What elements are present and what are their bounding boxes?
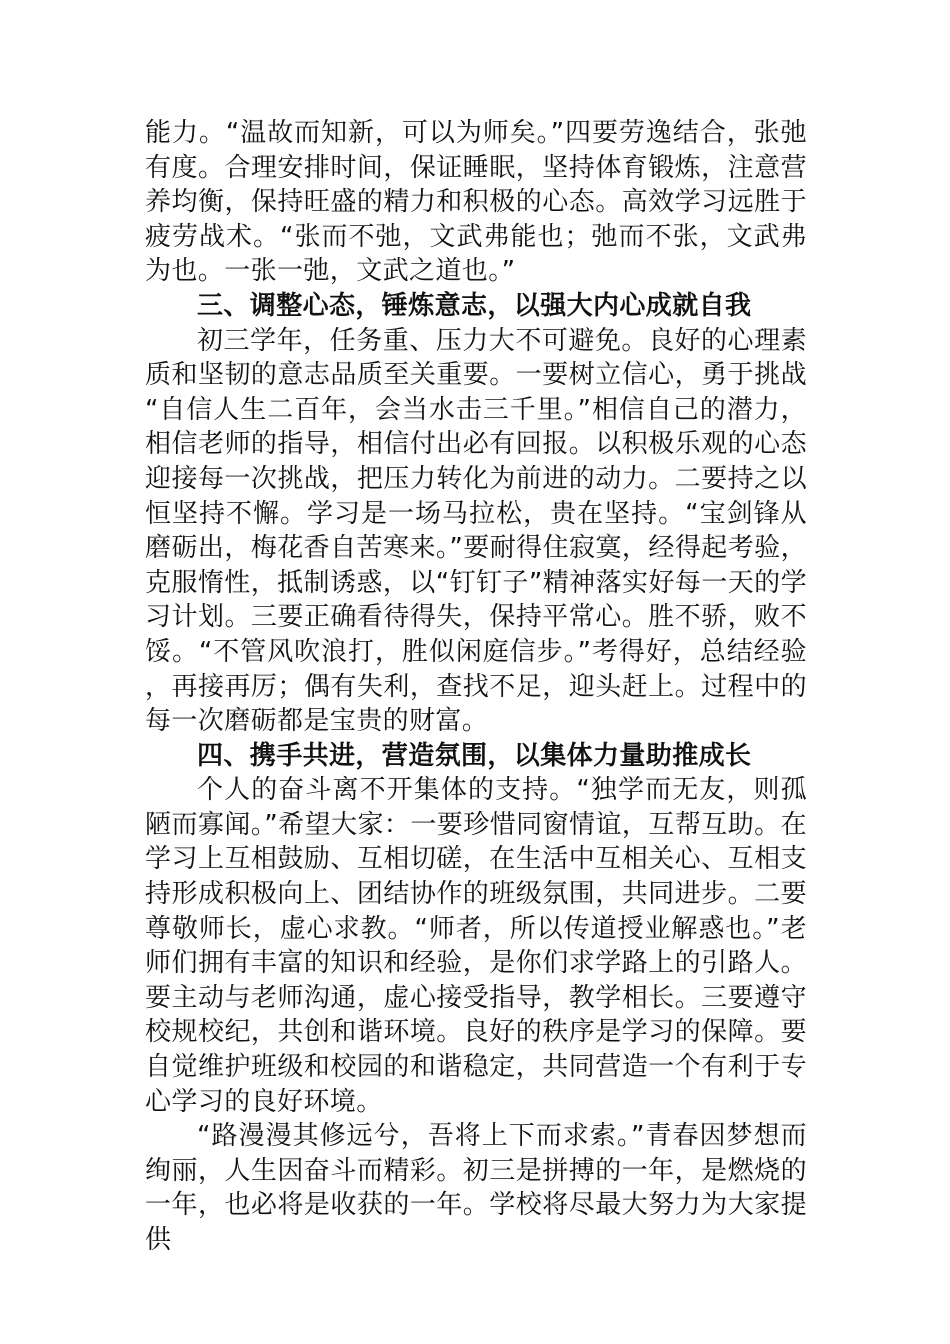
section-heading-4: 四、携手共进，营造氛围，以集体力量助推成长 — [197, 740, 752, 771]
section-heading-3: 三、调整心态，锤炼意志，以强大内心成就自我 — [197, 290, 752, 321]
paragraph-mindset: 初三学年，任务重、压力大不可避免。良好的心理素质和坚韧的意志品质至关重要。一要树立信心，勇于挑战“自信人生二百年，会当水击三千里。”相信自己的潜力，相信老师的指导，相信付出必有回报。以积极乐观的心态迎接每一次挑战，把压力转化为前进的动力。二要持之以恒坚持不懈。学习是一场马拉松，贵在坚持。“宝剑锋从磨砺出，梅花香自苦寒来。”要耐得住寂寞，经得起考验，克服惰性，抵制诱惑，以“钉钉子”精神落实好每一天的学习计划。三要正确看待得失，保持平常心。胜不骄，败不馁。“不管风吹浪打，胜似闲庭信步。”考得好，总结经验，再接再厉；偶有失利，查找不足，迎头赶上。过程中的每一次磨砺都是宝贵的财富。 — [145, 325, 807, 737]
document-body — [145, 116, 807, 1258]
paragraph-collective: 个人的奋斗离不开集体的支持。“独学而无友，则孤陋而寡闻。”希望大家：一要珍惜同窗情谊，互帮互助。在学习上互相鼓励、互相切磋，在生活中互相关心、互相支持形成积极向上、团结协作的班级氛围，共同进步。二要尊敬师长，虚心求教。“师者，所以传道授业解惑也。”老师们拥有丰富的知识和经验，是你们求学路上的引路人。要主动与老师沟通，虚心接受指导，教学相长。三要遵守校规校纪，共创和谐环境。良好的秩序是学习的保障。要自觉维护班级和校园的和谐稳定，共同营造一个有利于专心学习的良好环境。 — [145, 775, 807, 1117]
paragraph-continuation: 能力。“温故而知新，可以为师矣。”四要劳逸结合，张弛有度。合理安排时间，保证睡眠，坚持体育锻炼，注意营养均衡，保持旺盛的精力和积极的心态。高效学习远胜于疲劳战术。“张而不弛，文武弗能也；弛而不张，文武弗为也。一张一弛，文武之道也。” — [145, 118, 807, 287]
paragraph-closing: “路漫漫其修远兮，吾将上下而求索。”青春因梦想而绚丽，人生因奋斗而精彩。初三是拼搏的一年，是燃烧的一年，也必将是收获的一年。学校将尽最大努力为大家提供 — [145, 1121, 807, 1255]
